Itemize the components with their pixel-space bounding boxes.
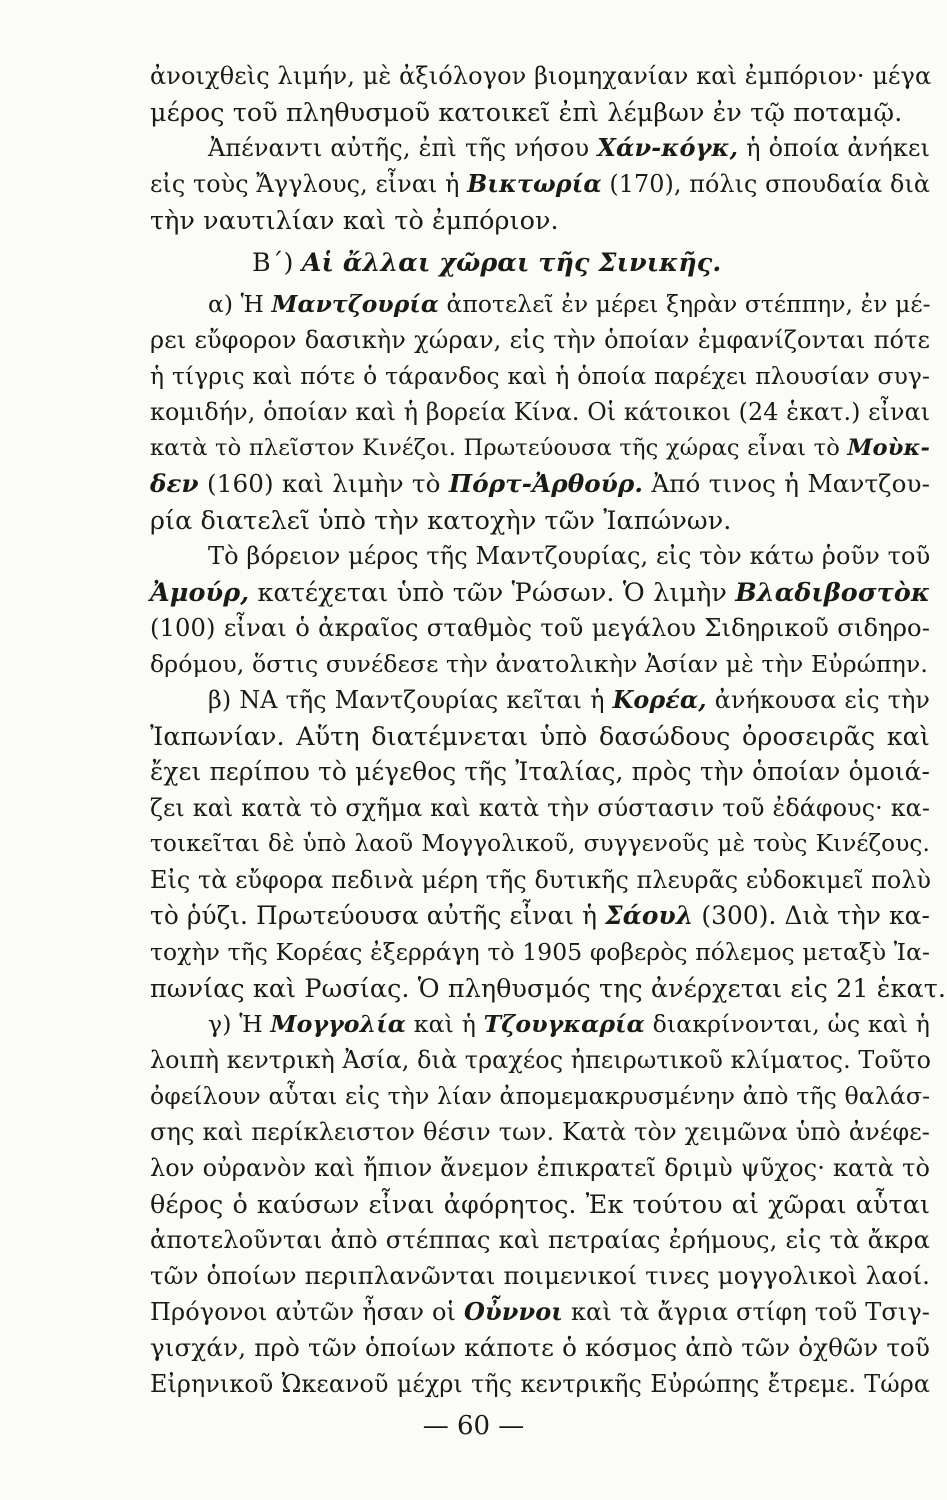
- text-line: ἀποτελοῦνται ἀπὸ στέππας καὶ πετραίας ἐρήμους, εἰς τὰ ἄκρα: [150, 1226, 930, 1254]
- text-line: λοιπὴ κεντρικὴ Ἀσία, διὰ τραχέος ἠπειρωτικοῦ κλίματος. Τοῦτο: [150, 1046, 932, 1074]
- text-line: δρόμου, ὅστις συνέδεσε τὴν ἀνατολικὴν Ἀσίαν μὲ τὴν Εὐρώπην.: [150, 650, 928, 678]
- text-line: γ) Ἡ Μογγολία καὶ ἡ Τζουγκαρία διακρίνονται, ὡς καὶ ἡ: [208, 1010, 931, 1038]
- text-line: ζει καὶ κατὰ τὸ σχῆμα καὶ κατὰ τὴν σύστασιν τοῦ ἐδάφους· κα-: [150, 794, 930, 822]
- text-line: σης καὶ περίκλειστον θέσιν των. Κατὰ τὸν χειμῶνα ὑπὸ ἀνέφε-: [150, 1118, 930, 1146]
- text-line: α) Ἡ Μαντζουρία ἀποτελεῖ ἐν μέρει ξηρὰν στέππην, ἐν μέ-: [208, 290, 931, 318]
- text-line: τὸ ῥύζι. Πρωτεύουσα αὐτῆς εἶναι ἡ Σάουλ (300). Διὰ τὴν κα-: [150, 901, 930, 930]
- text-line: δεν (160) καὶ λιμὴν τὸ Πόρτ-Ἀρθούρ. Ἀπό τινος ἡ Μαντζου-: [150, 469, 930, 498]
- text-line: τοχὴν τῆς Κορέας ἐξερράγη τὸ 1905 φοβερὸς πόλεμος μεταξὺ Ἰα-: [150, 938, 930, 966]
- text-line: Ἀπέναντι αὐτῆς, ἐπὶ τῆς νήσου Χάν-κόγκ, ἡ ὁποία ἀνήκει: [208, 133, 930, 162]
- text-line: ρία διατελεῖ ὑπὸ τὴν κατοχὴν τῶν Ἰαπώνων.: [150, 505, 732, 535]
- text-line: τῶν ὁποίων περιπλανῶνται ποιμενικοί τινες μογγολικοὶ λαοί.: [150, 1261, 930, 1290]
- text-line: λον οὐρανὸν καὶ ἤπιον ἄνεμον ἐπικρατεῖ δριμὺ ψῦχος· κατὰ τὸ: [150, 1154, 930, 1182]
- text-line: Ἰαπωνίαν. Αὕτη διατέμνεται ὑπὸ δασώδους ὀροσειρᾶς καὶ: [150, 721, 930, 751]
- text-line: κομιδήν, ὁποίαν καὶ ἡ βορεία Κίνα. Οἱ κάτοικοι (24 ἑκατ.) εἶναι: [150, 398, 931, 426]
- text-line: Εἰς τὰ εὔφορα πεδινὰ μέρη τῆς δυτικῆς πλευρᾶς εὐδοκιμεῖ πολὺ: [150, 866, 932, 894]
- section-heading: Β΄) Αἱ ἄλλαι χῶραι τῆς Σινικῆς.: [252, 247, 722, 277]
- text-line: Ἀμούρ, κατέχεται ὑπὸ τῶν Ῥώσων. Ὁ λιμὴν Βλαδιβοστὸκ: [150, 577, 930, 607]
- text-line: τὴν ναυτιλίαν καὶ τὸ ἐμπόριον.: [150, 205, 559, 235]
- text-line: Τὸ βόρειον μέρος τῆς Μαντζουρίας, εἰς τὸν κάτω ῥοῦν τοῦ: [208, 542, 931, 570]
- text-line: πωνίας καὶ Ρωσίας. Ὁ πληθυσμός της ἀνέρχεται εἰς 21 ἑκατ.: [150, 973, 947, 1003]
- text-line: ὀφείλουν αὗται εἰς τὴν λίαν ἀπομεμακρυσμένην ἀπὸ τῆς θαλάσ-: [150, 1082, 931, 1110]
- text-line: τοικεῖται δὲ ὑπὸ λαοῦ Μογγολικοῦ, συγγενοῦς μὲ τοὺς Κινέζους.: [150, 830, 930, 857]
- page-number: — 60 —: [422, 1411, 525, 1441]
- text-line: ἔχει περίπου τὸ μέγεθος τῆς Ἰταλίας, πρὸς τὴν ὁποίαν ὁμοιά-: [150, 757, 930, 786]
- text-line: γισχάν, πρὸ τῶν ὁποίων κάποτε ὁ κόσμος ἀπὸ τῶν ὀχθῶν τοῦ: [150, 1333, 930, 1362]
- text-line: β) ΝΑ τῆς Μαντζουρίας κεῖται ἡ Κορέα, ἀνήκουσα εἰς τὴν: [208, 686, 930, 714]
- text-line: (100) εἶναι ὁ ἀκραῖος σταθμὸς τοῦ μεγάλου Σιδηρικοῦ σιδηρο-: [150, 614, 930, 642]
- text-line: Πρόγονοι αὐτῶν ἦσαν οἱ Οὖννοι καὶ τὰ ἄγρια στίφη τοῦ Τσιγ-: [150, 1297, 930, 1326]
- text-line: Εἰρηνικοῦ Ὠκεανοῦ μέχρι τῆς κεντρικῆς Εὐρώπης ἔτρεμε. Τώρα: [150, 1370, 930, 1398]
- text-line: ἡ τίγρις καὶ πότε ὁ τάρανδος καὶ ἡ ὁποία παρέχει πλουσίαν συγ-: [150, 362, 930, 390]
- text-line: εἰς τοὺς Ἄγγλους, εἶναι ἡ Βικτωρία (170), πόλις σπουδαία διὰ: [150, 170, 931, 198]
- text-line: θέρος ὁ καύσων εἶναι ἀφόρητος. Ἐκ τούτου αἱ χῶραι αὗται: [150, 1189, 930, 1219]
- text-line: κατὰ τὸ πλεῖστον Κινέζοι. Πρωτεύουσα τῆς χώρας εἶναι τὸ Μοὺκ-: [150, 435, 930, 461]
- text-line: μέρος τοῦ πληθυσμοῦ κατοικεῖ ἐπὶ λέμβων ἐν τῷ ποταμῷ.: [150, 97, 903, 127]
- text-line: ἀνοιχθεὶς λιμήν, μὲ ἀξιόλογον βιομηχανίαν καὶ ἐμπόριον· μέγα: [150, 62, 932, 90]
- text-line: ρει εὔφορον δασικὴν χώραν, εἰς τὴν ὁποίαν ἐμφανίζονται πότε: [150, 326, 930, 354]
